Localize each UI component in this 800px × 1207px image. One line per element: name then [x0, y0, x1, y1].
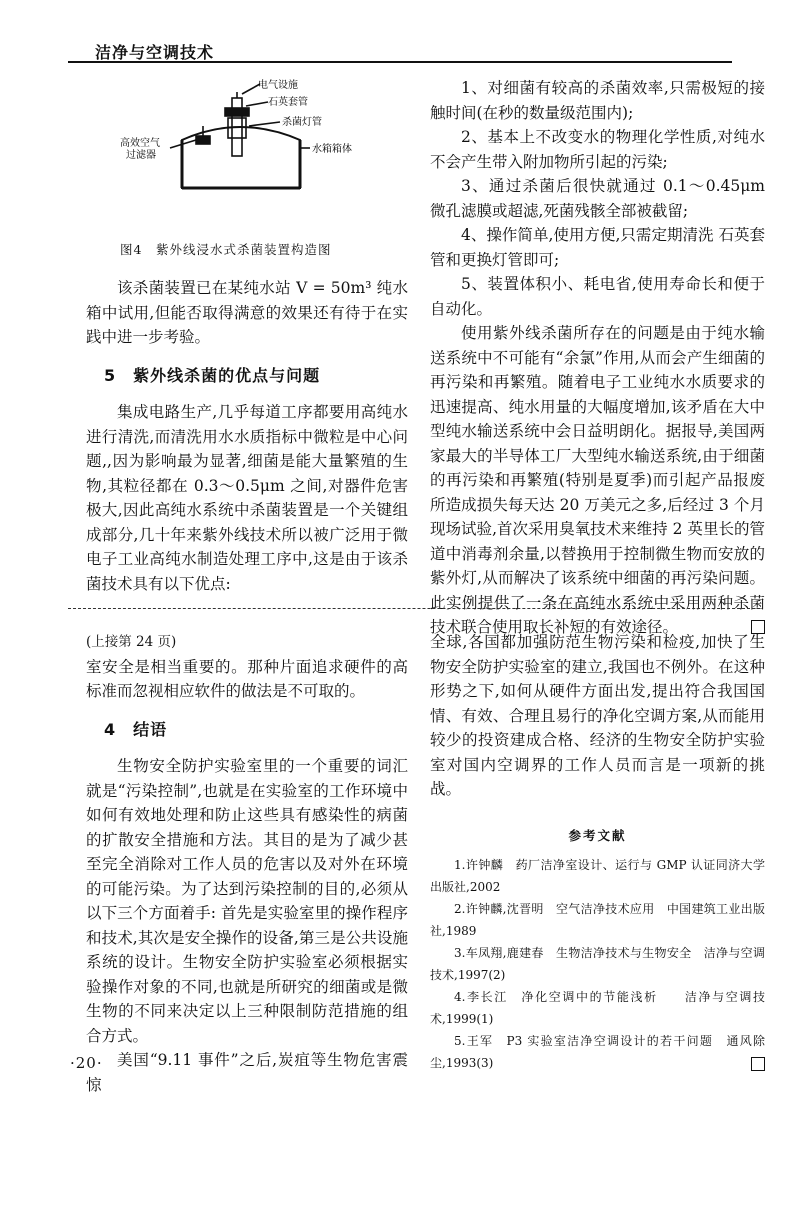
- paragraph: 集成电路生产,几乎每道工序都要用高纯水进行清洗,而清洗用水水质指标中微粒是中心问题,,因为影响最为显著,细菌是能大量繁殖的生物,其粒径都在 0.3～0.5μm 之间,对器件危害极大,因此高纯水系统中杀菌装置是一个关键组成部分,几十年来紫外线技术所以被广泛用于微电子工业高纯水制造处理工序中,这是由于该杀菌技术具有以下优点:: [86, 403, 408, 593]
- advantage-item-4: 4、操作简单,使用方便,只需定期清洗 石英套管和更换灯管即可;: [430, 226, 765, 269]
- fig-label-filter-line1: 高效空气: [120, 138, 160, 149]
- paragraph: 全球,各国都加强防范生物污染和检疫,加快了生物安全防护实验室的建立,我国也不例外。在这种形势之下,如何从硬件方面出发,提出符合我国国情、有效、合理且易行的净化空调方案,从而能用较少的投资建成合格、经济的生物安全防护实验室对国内空调界的工作人员而言是一项新的挑战。: [430, 633, 765, 798]
- lower-right-column: [430, 630, 765, 1074]
- fig-label-filter: [120, 136, 163, 161]
- fig-label-tank: 水箱箱体: [312, 144, 352, 155]
- journal-title: 洁净与空调技术: [95, 43, 215, 62]
- header-rule: [68, 61, 732, 63]
- reference-item: 2.许钟麟,沈晋明 空气洁净技术应用 中国建筑工业出版社,1989: [430, 902, 765, 938]
- continued-from-note: (上接第 24 页): [86, 634, 177, 650]
- advantage-item-3: 3、通过杀菌后很快就通过 0.1～0.45μm 微孔滤膜或超滤,死菌残骸全部被截留;: [430, 177, 765, 220]
- fig-label-quartz: 石英套管: [268, 97, 308, 108]
- paragraph: 该杀菌装置已在某纯水站 V = 50m³ 纯水箱中试用,但能否取得满意的效果还有待于在实践中进一步考验。: [86, 279, 408, 346]
- article-divider: [68, 608, 760, 609]
- paragraph: 生物安全防护实验室里的一个重要的词汇就是“污染控制”,也就是在实验室的工作环境中如何有效地处理和防止这些具有感染性的病菌的扩散安全措施和方法。其目的是为了减少甚至完全消除对工作人员的危害以及对外在环境的可能污染。为了达到污染控制的目的,必须从以下三个方面着手: 首先是实验室里的操作程序和技术,其次是安全操作的设备,第三是公共设施系统的设计。生物安全防护实验室必须根据实验操作对象的不同,也就是所研究的细菌或是微生物的不同来决定以上三种限制防范措施的组合方式。: [86, 757, 408, 1045]
- paragraph: 室安全是相当重要的。那种片面追求硬件的高标准而忽视相应软件的做法是不可取的。: [86, 657, 408, 700]
- section-heading-4: 4 结语: [104, 719, 168, 739]
- upper-left-column: [86, 276, 408, 596]
- references-title: 参考文献: [568, 827, 627, 843]
- advantage-item-5: 5、装置体积小、耗电省,使用寿命长和便于自动化。: [430, 275, 765, 318]
- end-mark: [751, 1057, 765, 1071]
- fig-label-filter-line2: 过滤器: [126, 150, 156, 161]
- reference-item: [430, 1030, 765, 1074]
- reference-text: 5.王军 P3 实验室洁净空调设计的若干问题 通风除尘,1993(3): [430, 1034, 765, 1070]
- fig-label-lamp: 杀菌灯管: [282, 117, 322, 128]
- lower-left-column: [86, 630, 408, 1097]
- reference-item: 3.车凤翔,鹿建春 生物洁净技术与生物安全 洁净与空调技术,1997(2): [430, 946, 765, 982]
- section-heading-5: 5 紫外线杀菌的优点与问题: [104, 365, 321, 385]
- fig-label-electric: 电气设施: [258, 80, 298, 91]
- paragraph: [430, 321, 765, 640]
- advantage-item-1: 1、对细菌有较高的杀菌效率,只需极短的接触时间(在秒的数量级范围内);: [430, 79, 765, 122]
- advantage-item-2: 2、基本上不改变水的物理化学性质,对纯水不会产生带入附加物所引起的污染;: [430, 128, 765, 171]
- paragraph: 美国“9.11 事件”之后,炭疽等生物危害震惊: [86, 1051, 408, 1094]
- uv-sterilizer-diagram: [110, 78, 410, 238]
- figure-caption: 图4 紫外线浸水式杀菌装置构造图: [120, 242, 332, 257]
- paragraph-text: 使用紫外线杀菌所存在的问题是由于纯水输送系统中不可能有“余氯”作用,从而会产生细菌的再污染和再繁殖。随着电子工业纯水水质要求的迅速提高、纯水用量的大幅度增加,该矛盾在大中型纯水输送系统中会日益明朗化。据报导,美国两家最大的半导体工厂大型纯水输送系统,由于细菌的再污染和再繁殖(特别是夏季)而引起产品报废所造成损失每天达 20 万美元之多,后经过 3 个月现场试验,首次采用臭氧技术来维持 2 英里长的管道中消毒剂余量,以替换用于控制微生物而安放的紫外灯,从而解决了该系统中细菌的再污染问题。此实例提供了一条在高纯水系统中采用两种杀菌技术联合使用取长补短的有效途径。: [430, 324, 765, 636]
- reference-item: 4.李长江 净化空调中的节能浅析 洁净与空调技术,1999(1): [430, 990, 765, 1026]
- reference-item: 1.许钟麟 药厂洁净室设计、运行与 GMP 认证同济大学出版社,2002: [430, 858, 765, 894]
- page-number: ·20·: [70, 1054, 103, 1072]
- upper-right-column: [430, 76, 765, 640]
